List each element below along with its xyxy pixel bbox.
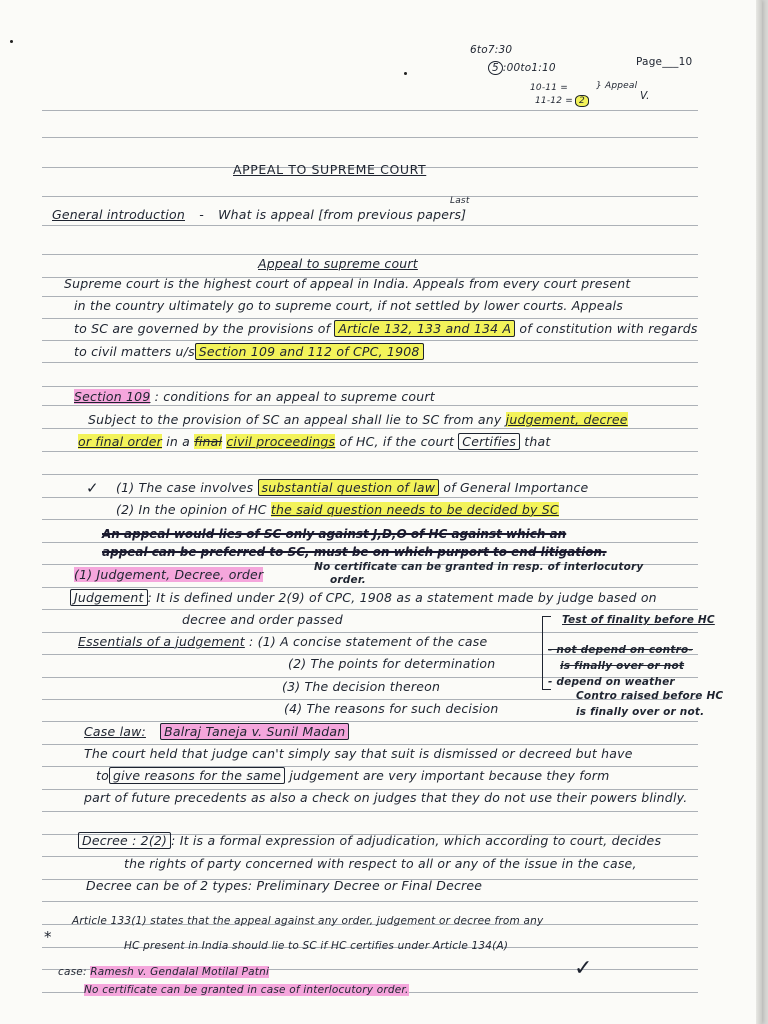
rule-line [42,225,698,226]
appeal-side-note: } Appeal [596,81,638,91]
rule-line [42,497,698,498]
judgement-definition [70,590,657,605]
page-title: APPEAL TO SUPREME COURT [233,162,427,177]
ink-dot [404,72,407,75]
para1-line3-post: of constitution with regards [519,321,698,336]
essential-2: (2) The points for determination [288,656,496,671]
section-109-label: Section 109 [74,389,151,404]
rule-line [42,901,698,902]
section-109-line2-mid: in a [166,434,191,449]
struck-line-1: An appeal would lies of SC only against J,D,O of HC against which an [102,527,567,541]
condition-1-post: of General Importance [443,480,589,495]
para1-line4 [74,344,424,359]
rule-line [42,386,698,387]
rule-line [42,519,698,520]
finality-line-2: is finally over or not [560,660,685,672]
time-note-2 [488,62,556,74]
decree-line1: : It is a formal expression of adjudication, which according to court, decides [171,833,662,848]
finality-line-1: - not depend on contro- [548,644,693,656]
intro-insert: Last [450,196,470,206]
caselaw-1-label: Case law: [84,724,146,739]
intro-text: What is appeal [from previous papers] [218,207,467,222]
essential-1: : (1) A concise statement of the case [249,634,488,649]
section-109-line1-pre: Subject to the provision of SC an appeal shall lie to SC from any [88,412,502,427]
substantial-question-box: substantial question of law [258,479,440,496]
caselaw-1-line1: The court held that judge can't simply say that suit is dismissed or decreed but have [84,746,633,761]
section-109-title: : conditions for an appeal to supreme court [154,389,435,404]
section-109-line1 [88,412,628,427]
ramesh-gendalal-highlight: Ramesh v. Gendalal Motilal Patni [90,966,270,978]
judgement-decree-highlight: judgement, decree [505,412,628,427]
struck-line-2: appeal can be preferred to SC, must be on which purport to end litigation. [102,545,607,559]
subheading: Appeal to supreme court [258,256,418,271]
finality-line-4: Contro raised before HC [576,690,724,702]
rule-line [42,340,698,341]
decree-line2: the rights of party concerned with respect to all or any of the issue in the case, [124,856,637,871]
rule-line [42,542,698,543]
rule-line [42,609,698,610]
judgement-heading-label: (1) Judgement, Decree, order [74,567,264,582]
section-109-box: Section 109 and 112 of CPC, 1908 [195,343,424,360]
caselaw-2-label: case: [58,966,87,978]
final-order-highlight: or final order [78,434,163,449]
interlocutory-note-2: order. [330,574,366,586]
caselaw-1-row [84,724,349,739]
rule-line [42,254,698,255]
certifies-box: Certifies [458,433,520,450]
essentials-label: Essentials of a judgement [78,634,245,649]
condition-1 [116,480,588,495]
no-certificate-highlight: No certificate can be granted in case of interlocutory order. [84,984,409,996]
section-109-heading [74,389,435,404]
rule-line [42,318,698,319]
caselaw-2-line [84,984,409,996]
section-109-line2-post1: of HC, if the court [339,434,455,449]
rule-line [42,428,698,429]
judgement-heading [74,567,263,582]
time-slot-1: 10-11 = [530,83,568,93]
caselaw-1-line3: part of future precedents as also a check on judges that they do not use their powers blindly. [84,790,688,805]
decided-by-sc-highlight: the said question needs to be decided by SC [270,502,559,517]
rule-line [42,744,698,745]
rule-line [42,587,698,588]
caselaw-1-line2 [96,768,609,783]
essential-3: (3) The decision thereon [282,679,441,694]
rule-line [42,110,698,111]
rule-line [42,721,698,722]
article-132-box: Article 132, 133 and 134 A [334,320,515,337]
para1-line1: Supreme court is the highest court of appeal in India. Appeals from every court present [64,276,631,291]
caselaw-1-line2-pre: to [96,768,109,783]
rule-line [42,451,698,452]
time-note-text: :00to1:10 [502,62,556,74]
civil-proceedings-highlight: civil proceedings [226,434,336,449]
time-note-1: 6to7:30 [470,44,513,56]
time-note-num: 5 [488,61,503,75]
caselaw-1-line2-post: judgement are very important because they form [289,768,610,783]
judgement-box: Judgement [70,589,148,606]
rule-line [42,196,698,197]
final-struck: final [194,434,223,449]
interlocutory-note-1: No certificate can be granted in resp. of interlocutory [314,561,644,573]
time-slot-2-tag: 2 [575,95,589,107]
article-line2: HC present in India should lie to SC if HC certifies under Article 134(A) [124,940,509,952]
para1-line3 [74,321,698,336]
intro-line [52,207,466,222]
rule-line [42,362,698,363]
decree-row [78,833,661,848]
decree-box: Decree : 2(2) [78,832,171,849]
condition-2-pre: In the opinion of HC [138,502,267,517]
intro-label: General introduction [52,207,185,222]
condition-1-pre: The case involves [138,480,254,495]
finality-line-3: - depend on weather [548,676,675,688]
ink-dot [10,40,13,43]
judgement-definition-text: : It is defined under 2(9) of CPC, 1908 as a statement made by judge based on [147,590,657,605]
page-number: Page___10 [636,56,693,68]
article-line1: Article 133(1) states that the appeal against any order, judgement or decree from any [72,915,544,927]
rule-line [42,474,698,475]
appeal-tick: V. [640,90,650,102]
time-slot-2 [535,96,589,106]
rule-line [42,632,698,633]
finality-line-5: is finally over or not. [576,706,705,718]
rule-line [42,296,698,297]
page-edge [756,0,762,1024]
time-slot-2-text: 11-12 = [535,96,573,106]
condition-1-num: (1) [116,480,135,495]
condition-2 [116,502,559,517]
section-109-line2 [78,434,550,449]
rule-line [42,137,698,138]
give-reasons-box: give reasons for the same [109,767,285,784]
section-109-line2-post2: that [524,434,551,449]
rule-line [42,811,698,812]
rule-line [42,405,698,406]
intro-dash: - [199,207,204,222]
decree-line3: Decree can be of 2 types: Preliminary Decree or Final Decree [86,878,483,893]
para1-line2: in the country ultimately go to supreme court, if not settled by lower courts. Appeals [74,298,623,313]
essential-4: (4) The reasons for such decision [284,701,499,716]
star-bullet: * [44,928,52,946]
para1-line4-pre: to civil matters u/s [74,344,195,359]
essentials-row-1 [78,634,487,649]
caselaw-2-row [58,966,269,978]
judgement-definition-2: decree and order passed [182,612,343,627]
check-mark-icon: ✓ [574,956,593,981]
balraj-taneja-box: Balraj Taneja v. Sunil Madan [160,723,349,740]
para1-line3-pre: to SC are governed by the provisions of [74,321,331,336]
tick-icon: ✓ [86,479,99,497]
condition-2-num: (2) [116,502,135,517]
finality-heading: Test of finality before HC [562,614,715,626]
